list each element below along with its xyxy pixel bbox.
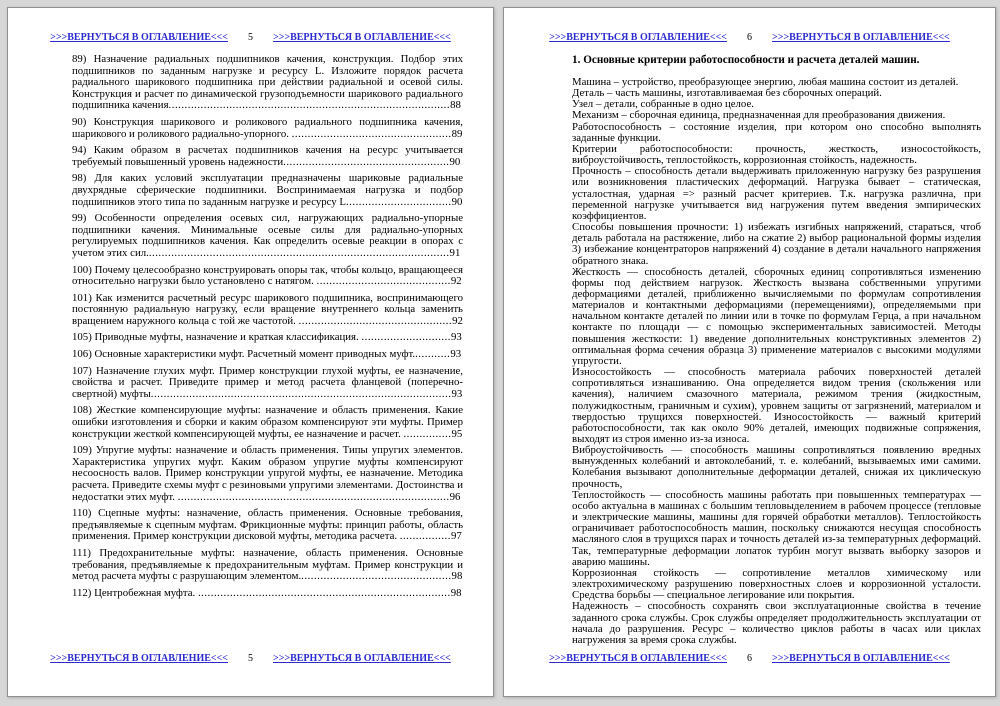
toc-entry-text: 90) Конструкция шарикового и роликового радиального подшипника качения, шарикового и роликового радиально-упорного.: [72, 115, 463, 140]
toc-entry-page: 90: [451, 195, 463, 208]
toc-entry: [72, 332, 463, 344]
page-footer: [8, 653, 493, 664]
toc-entry-page: 93: [450, 348, 462, 361]
body-paragraph: Механизм – сборочная единица, предназначенная для преобразования движения.: [572, 109, 946, 122]
body-paragraph: Теплостойкость — способность машины работать при повышенных температурах — особо актуальна в машинах с большим тепловыделением в рабочем процессе (тепловые и электрические машины, машины для горячей обработки металлов). Теплостойкость ограничивает работоспособность машин, поскольку снижаются несущая способность масляного слоя в трущихся парах и точность деталей из-за температурных деформаций. Так, температурные деформации лопаток турбин могут вызвать выборку зазоров и аварию машины.: [572, 488, 981, 568]
toc-entry-text: 111) Предохранительные муфты: назначение, область применения. Основные требования, предъявляемые к предохранительным муфтам. Пример конструкции и метод расчета муфты с разрушающим элементом.: [72, 546, 463, 583]
dot-leader: ..........................................: [316, 275, 451, 288]
body-paragraph: Жесткость — способность деталей, сборочных единиц сопротивляться изменению формы под действием нагрузок. Жесткость вызвана собственными упругими деформациями деталей, приближенно вычисляемыми по формулам сопротивления материалов и контактными деформациями (перемещениями), определяемыми при начальном контакте деталей по линии или в точке по формулам Герца, а при начальном контакте по площади — с помощью экспериментальных зависимостей. Методы повышения жесткости: 1) введение дополнительных конструктивных элементов 2) оптимальная форма сечения образца 3) применение материалов с высокими модулями упругости.: [572, 265, 981, 367]
dot-leader: ..............................................................................................: [148, 246, 450, 259]
body-paragraph: Коррозионная стойкость — сопротивление металлов химическому или электрохимическому разрушению поверхностных слоев и коррозионной усталости. Средства борьбы — специальное легирование или покрытия.: [572, 566, 981, 602]
toc-entry: [72, 293, 463, 328]
body-paragraph: Износостойкость — способность материала рабочих поверхностей деталей сопротивляться изнашиванию. Она определяется видом трения (скольжения или качения), наличием смазочного материала, режимом трения (жидкостным, полужидкостным, граничным и сухим), уровнем защиты от загрязнений, материалом и твердостью трущихся поверхностей. Износостойкость — важный критерий работоспособности, так как около 90% деталей, имеющих подвижные сопряжения, выходят из строя именно из-за износа.: [572, 366, 981, 445]
body-paragraph: Машина – устройство, преобразующее энергию, любая машина состоит из деталей.: [572, 76, 959, 88]
toc-entry-page: 93: [451, 387, 463, 400]
toc-entry-page: 97: [450, 530, 462, 543]
body-paragraph: Надежность – способность сохранять свои эксплуатационные свойства в течение заданного срока службы. Срок службы определяет продолжительность эксплуатации от начала до разрушения. Ресурс – количество циклов работы в часах или циклах нагружения за время срока службы.: [572, 600, 981, 646]
page-header: [8, 32, 493, 43]
toc-entry-page: 96: [449, 490, 461, 503]
return-to-toc-link[interactable]: >>>ВЕРНУТЬСЯ В ОГЛАВЛЕНИЕ<<<: [50, 32, 228, 43]
toc-entry: [72, 145, 463, 168]
toc-entry-text: 99) Особенности определения осевых сил, нагружающих радиально-упорные подшипники качения. Минимальные осевые силы для радиально-упорных регулируемых подшипников качения. Как определить осевые реакции в опорах с учетом этих сил.: [72, 212, 463, 259]
dot-leader: ............................: [361, 331, 451, 344]
toc-entry: [72, 213, 463, 259]
return-to-toc-link[interactable]: >>>ВЕРНУТЬСЯ В ОГЛАВЛЕНИЕ<<<: [549, 32, 727, 43]
toc-entry-page: 92: [450, 275, 462, 288]
toc-entry-text: 106) Основные характеристики муфт. Расчетный момент приводных муфт.: [72, 348, 416, 361]
toc-entry: [72, 548, 463, 583]
return-to-toc-link[interactable]: >>>ВЕРНУТЬСЯ В ОГЛАВЛЕНИЕ<<<: [772, 32, 950, 43]
dot-leader: ..................................................: [291, 127, 452, 140]
toc-entry-text: 101) Как изменится расчетный ресурс шарикового подшипника, воспринимающего постоянную радиальную нагрузку, если вращение внутреннего кольца заменить вращением наружного кольца с той же частотой.: [72, 291, 463, 327]
toc-entry: [72, 173, 463, 208]
toc-list: [72, 54, 463, 604]
toc-entry: [72, 588, 463, 600]
page-footer: [504, 653, 995, 664]
dot-leader: ...........: [415, 348, 451, 361]
body-paragraph: Узел – детали, собранные в одно целое.: [572, 98, 754, 111]
return-to-toc-link[interactable]: >>>ВЕРНУТЬСЯ В ОГЛАВЛЕНИЕ<<<: [273, 653, 451, 664]
toc-entry-text: 94) Каким образом в расчетах подшипников качения на ресурс учитывается требуемый повышенный уровень надежности: [72, 144, 463, 168]
dot-leader: ....................................................: [283, 155, 450, 168]
toc-entry-page: 95: [451, 427, 463, 440]
section-body: [572, 54, 981, 646]
dot-leader: ...............................................................................: [197, 586, 451, 599]
toc-entry: [72, 349, 463, 361]
body-paragraph: Прочность – способность детали выдерживать приложенную нагрузку без разрушения или возникновения пластических деформаций. Нагрузка бывает – статическая, усталостная, ударная => разный расчет критериев. Т.к. нагрузка различна, при переменной нагрузке учитывается вид нагружения путем введения эмпирических коэффициентов.: [572, 165, 981, 222]
page-number: 6: [747, 653, 752, 664]
document-page-left: [7, 7, 494, 697]
toc-entry-page: 98: [450, 586, 462, 599]
toc-entry: [72, 117, 463, 140]
return-to-toc-link[interactable]: >>>ВЕРНУТЬСЯ В ОГЛАВЛЕНИЕ<<<: [273, 32, 451, 43]
toc-entry-text: 110) Сцепные муфты: назначение, область применения. Основные требования, предъявляемые к сцепным муфтам. Фрикционные муфты: принцип работы, область применения. Пример конструкции дисковой муфты, методика расчета.: [72, 507, 463, 543]
toc-entry-text: 112) Центробежная муфта.: [72, 586, 198, 599]
dot-leader: ................................................: [298, 314, 453, 327]
page-number: 5: [248, 653, 253, 664]
body-paragraph: Деталь – часть машины, изготавливаемая без сборочных операций.: [572, 87, 882, 100]
body-paragraph: Виброустойчивость — способность машины сопротивляться появлению вредных вынужденных колебаний и автоколебаний, т. е. колебаний, вызываемых ими самими. Колебания вызывают дополнительные деформации деталей, снижая их циклическую прочность,: [572, 444, 981, 490]
toc-entry: [72, 405, 463, 440]
toc-entry: [72, 54, 463, 112]
toc-entry: [72, 445, 463, 503]
return-to-toc-link[interactable]: >>>ВЕРНУТЬСЯ В ОГЛАВЛЕНИЕ<<<: [772, 653, 950, 664]
toc-entry-text: 107) Назначение глухих муфт. Пример конструкции глухой муфты, ее назначение, свойства и расчет. Приведите пример и метод расчета фланцевой (поперечно-свертной) муфты: [72, 364, 463, 400]
toc-entry-text: 108) Жесткие компенсирующие муфты: назначение и область применения. Какие ошибки изготовления и сборки и каким образом компенсируют эти муфты. Пример конструкции жесткой компенсирующей муфты, ее назначение и расчет.: [72, 404, 463, 440]
dot-leader: ...............: [403, 427, 452, 440]
page-header: [504, 32, 995, 43]
return-to-toc-link[interactable]: >>>ВЕРНУТЬСЯ В ОГЛАВЛЕНИЕ<<<: [50, 653, 228, 664]
body-paragraph: Работоспособность – состояние изделия, при котором оно способно выполнять заданные функции.: [572, 120, 981, 144]
dot-leader: ................: [399, 530, 451, 543]
toc-entry-text: 98) Для каких условий эксплуатации предназначены шариковые радиальные двухрядные сферические подшипники. Воспринимаемая нагрузка и подбор подшипников этого типа по заданным нагрузке и ресурсу L: [72, 172, 463, 208]
dot-leader: .....................................................................................: [177, 490, 450, 503]
body-paragraph: Способы повышения прочности: 1) избежать изгибных напряжений, стараться, чтоб деталь работала на растяжение, либо на сжатие 2) выбор рациональной формы изделия 3) избежание концентраторов напряжений 4) создание в детали начального напряжения обратного знака.: [572, 221, 981, 267]
toc-entry-page: 98: [451, 570, 463, 583]
toc-entry-text: 89) Назначение радиальных подшипников качения, конструкция. Подбор этих подшипников по заданным нагрузке и ресурсу L. Изложите порядок расчета радиального шарикового подшипника при действии радиальной и осевой силы. Конструкция и расчет по динамической грузоподъемности шарикового радиального подшипника качения: [72, 53, 463, 112]
dot-leader: ........................................................................................: [168, 99, 451, 112]
body-paragraph: Критерии работоспособности: прочность, жесткость, износостойкость, виброустойчивость, теплостойкость, коррозионная стойкость, надежность.: [572, 142, 981, 167]
dot-leader: ...............................................: [301, 570, 452, 583]
page-number: 6: [747, 32, 752, 43]
toc-entry-page: 93: [451, 331, 462, 344]
section-title: 1. Основные критерии работоспособности и расчета деталей машин.: [572, 54, 920, 66]
toc-entry: [72, 265, 463, 288]
toc-entry-text: 109) Упругие муфты: назначение и область применения. Типы упругих элементов. Характеристика упругих муфт. Каким образом упругие муфты компенсируют несоосность валов. Пример конструкции упругой муфты, ее назначение. Методика расчета. Приведите схемы муфт с резиновыми упругими элементами. Достоинства и недостатки этих муфт.: [72, 444, 463, 503]
dot-leader: .................................: [345, 195, 452, 208]
page-number: 5: [248, 32, 253, 43]
toc-entry-text: 100) Почему целесообразно конструировать опоры так, чтобы кольцо, вращающееся относительно нагрузки было установлено с натягом.: [72, 263, 463, 288]
toc-entry-page: 91: [449, 246, 461, 259]
document-page-right: [503, 7, 996, 697]
toc-entry-page: 89: [451, 127, 463, 140]
return-to-toc-link[interactable]: >>>ВЕРНУТЬСЯ В ОГЛАВЛЕНИЕ<<<: [549, 653, 727, 664]
toc-entry-page: 92: [452, 314, 463, 327]
toc-entry-text: 105) Приводные муфты, назначение и краткая классификация.: [72, 331, 362, 344]
toc-entry: [72, 508, 463, 543]
toc-entry-page: 90: [449, 155, 461, 168]
toc-entry: [72, 366, 463, 401]
toc-entry-page: 88: [450, 99, 461, 112]
dot-leader: ..............................................................................................: [150, 387, 452, 400]
